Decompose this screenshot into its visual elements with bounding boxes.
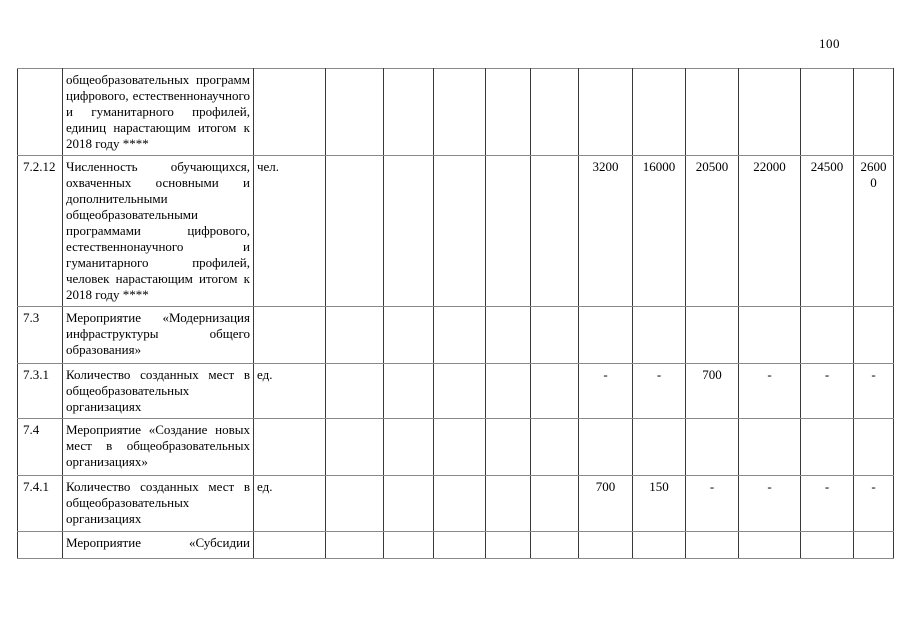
table-row xyxy=(18,69,894,156)
value-cell: - xyxy=(801,364,854,419)
row-description-cell: общеобразовательных программ цифрового, естественнонаучного и гуманитарного профилей, единиц нарастающим итогом к 2018 году **** xyxy=(63,69,254,156)
table-body xyxy=(18,69,894,559)
empty-cell xyxy=(326,419,384,476)
empty-cell xyxy=(384,364,434,419)
row-unit-cell xyxy=(254,69,326,156)
value-cell: 3200 xyxy=(579,156,633,307)
empty-cell xyxy=(384,307,434,364)
value-cell: - xyxy=(579,364,633,419)
value-cell: - xyxy=(854,476,894,532)
value-cell xyxy=(686,307,739,364)
empty-cell xyxy=(326,307,384,364)
empty-cell xyxy=(326,476,384,532)
row-description-cell: Мероприятие «Модернизация инфраструктуры общего образования» xyxy=(63,307,254,364)
empty-cell xyxy=(326,532,384,559)
row-number-cell: 7.4 xyxy=(18,419,63,476)
table-row xyxy=(18,307,894,364)
value-cell xyxy=(739,532,801,559)
empty-cell xyxy=(531,69,579,156)
value-cell xyxy=(633,307,686,364)
value-cell: 20500 xyxy=(686,156,739,307)
indicators-table xyxy=(17,68,894,559)
row-unit-cell xyxy=(254,419,326,476)
value-cell xyxy=(801,419,854,476)
row-description-cell: Численность обучающихся, охваченных основными и дополнительными общеобразовательными программами цифрового, естественнонаучного и гуманитарного профилей, человек нарастающим итогом к 2018 году **** xyxy=(63,156,254,307)
empty-cell xyxy=(434,419,486,476)
value-cell xyxy=(801,307,854,364)
empty-cell xyxy=(434,476,486,532)
empty-cell xyxy=(384,532,434,559)
value-cell: - xyxy=(633,364,686,419)
empty-cell xyxy=(531,364,579,419)
empty-cell xyxy=(326,364,384,419)
empty-cell xyxy=(326,156,384,307)
value-cell xyxy=(579,307,633,364)
empty-cell xyxy=(434,532,486,559)
value-cell xyxy=(739,69,801,156)
value-cell xyxy=(633,419,686,476)
table-row xyxy=(18,156,894,307)
empty-cell xyxy=(384,419,434,476)
value-cell: - xyxy=(739,476,801,532)
empty-cell xyxy=(384,156,434,307)
empty-cell xyxy=(326,69,384,156)
empty-cell xyxy=(486,532,531,559)
value-cell xyxy=(579,69,633,156)
row-unit-cell: чел. xyxy=(254,156,326,307)
value-cell: 22000 xyxy=(739,156,801,307)
value-cell xyxy=(686,69,739,156)
empty-cell xyxy=(531,307,579,364)
empty-cell xyxy=(384,69,434,156)
value-cell xyxy=(686,419,739,476)
empty-cell xyxy=(434,69,486,156)
row-number-cell: 7.4.1 xyxy=(18,476,63,532)
table-row xyxy=(18,364,894,419)
row-number-cell xyxy=(18,532,63,559)
value-cell xyxy=(854,419,894,476)
empty-cell xyxy=(486,364,531,419)
row-description-cell: Количество созданных мест в общеобразовательных организациях xyxy=(63,476,254,532)
row-unit-cell: ед. xyxy=(254,364,326,419)
value-cell xyxy=(633,69,686,156)
value-cell: - xyxy=(686,476,739,532)
empty-cell xyxy=(486,419,531,476)
empty-cell xyxy=(434,307,486,364)
empty-cell xyxy=(384,476,434,532)
empty-cell xyxy=(486,156,531,307)
value-cell xyxy=(739,307,801,364)
value-cell xyxy=(739,419,801,476)
value-cell: 700 xyxy=(686,364,739,419)
empty-cell xyxy=(531,532,579,559)
table-row xyxy=(18,532,894,559)
row-description-cell: Мероприятие «Субсидии xyxy=(63,532,254,559)
row-unit-cell xyxy=(254,307,326,364)
value-cell xyxy=(854,69,894,156)
value-cell xyxy=(579,419,633,476)
row-number-cell xyxy=(18,69,63,156)
value-cell xyxy=(854,532,894,559)
value-cell: 16000 xyxy=(633,156,686,307)
empty-cell xyxy=(486,307,531,364)
row-number-cell: 7.2.12 xyxy=(18,156,63,307)
value-cell xyxy=(579,532,633,559)
value-cell: 24500 xyxy=(801,156,854,307)
row-unit-cell xyxy=(254,532,326,559)
table-row xyxy=(18,476,894,532)
table-row xyxy=(18,419,894,476)
value-cell xyxy=(633,532,686,559)
value-cell: 700 xyxy=(579,476,633,532)
value-cell xyxy=(801,532,854,559)
row-number-cell: 7.3 xyxy=(18,307,63,364)
empty-cell xyxy=(434,156,486,307)
row-description-cell: Мероприятие «Создание новых мест в общеобразовательных организациях» xyxy=(63,419,254,476)
value-cell xyxy=(686,532,739,559)
empty-cell xyxy=(531,419,579,476)
row-number-cell: 7.3.1 xyxy=(18,364,63,419)
empty-cell xyxy=(531,156,579,307)
empty-cell xyxy=(486,476,531,532)
value-cell: 150 xyxy=(633,476,686,532)
value-cell: - xyxy=(854,364,894,419)
empty-cell xyxy=(531,476,579,532)
value-cell: - xyxy=(739,364,801,419)
empty-cell xyxy=(434,364,486,419)
value-cell: - xyxy=(801,476,854,532)
empty-cell xyxy=(486,69,531,156)
row-unit-cell: ед. xyxy=(254,476,326,532)
value-cell: 26000 xyxy=(854,156,894,307)
row-description-cell: Количество созданных мест в общеобразовательных организациях xyxy=(63,364,254,419)
value-cell xyxy=(854,307,894,364)
page-number: 100 xyxy=(819,36,840,51)
value-cell xyxy=(801,69,854,156)
